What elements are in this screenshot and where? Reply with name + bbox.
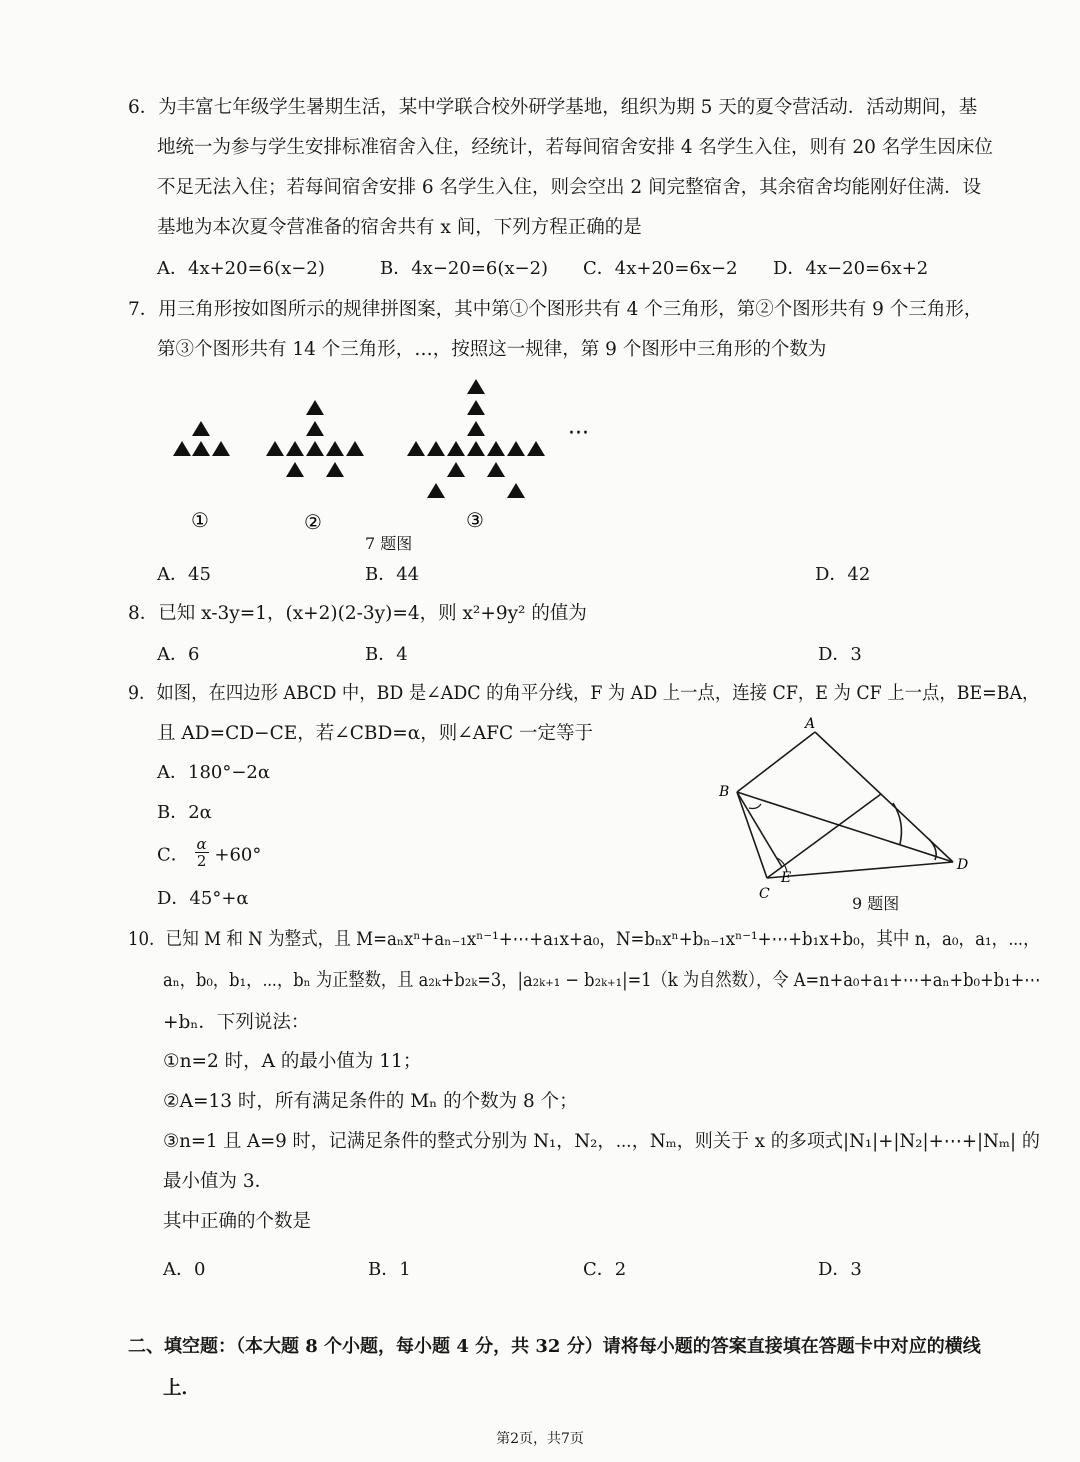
q8-line: 8．已知 x-3y=1，(x+2)(2-3y)=4，则 x²+9y² 的值为 bbox=[128, 603, 587, 624]
q8-option-d: D．3 bbox=[818, 644, 862, 665]
q9-option-c-fraction bbox=[195, 836, 209, 869]
q10-line-1: 10．已知 M 和 N 为整式，且 M=aₙxⁿ+aₙ₋₁xⁿ⁻¹+⋯+a₁x+a₀，N=bₙxⁿ+bₙ₋₁xⁿ⁻¹+⋯+b₁x+b₀，其中 n，a₀，a₁，⋯， bbox=[128, 929, 1040, 950]
q10-option-a: A．0 bbox=[163, 1259, 206, 1280]
q6-line-4: 基地为本次夏令营准备的宿舍共有 x 间，下列方程正确的是 bbox=[157, 217, 642, 238]
q9-option-c-letter: C． bbox=[157, 844, 189, 866]
q9-point-label-a: A bbox=[805, 716, 816, 732]
q7-line-1: 7．用三角形按如图所示的规律拼图案，其中第①个图形共有 4 个三角形，第②个图形共有 9 个三角形， bbox=[128, 299, 983, 320]
q9-point-label-d: D bbox=[957, 857, 969, 873]
page-footer: 第2页，共7页 bbox=[496, 1431, 584, 1447]
q10-line-3: +bₙ．下列说法： bbox=[163, 1012, 310, 1033]
q6-line-1: 6．为丰富七年级学生暑期生活，某中学联合校外研学基地，组织为期 5 天的夏令营活动．活动期间，基 bbox=[128, 97, 978, 118]
q10-option-c: C．2 bbox=[583, 1259, 627, 1280]
q9-point-label-e: E bbox=[781, 870, 792, 886]
q7-figure-label-3: ③ bbox=[466, 508, 484, 532]
q10-option-b: B．1 bbox=[368, 1259, 411, 1280]
q9-segment-bd bbox=[737, 792, 953, 862]
q9-angle-mark-b bbox=[749, 804, 761, 809]
q7-figure-2 bbox=[266, 400, 364, 477]
q7-option-a: A．45 bbox=[157, 564, 211, 585]
section-2-heading: 二、填空题：（本大题 8 个小题，每小题 4 分，共 32 分）请将每小题的答案直接填在答题卡中对应的横线 bbox=[128, 1336, 981, 1357]
q10-statement-2: ②A=13 时，所有满足条件的 Mₙ 的个数为 8 个； bbox=[163, 1091, 578, 1112]
q6-line-2: 地统一为参与学生安排标准宿舍入住，经统计，若每间宿舍安排 4 名学生入住，则有 20 名学生因床位 bbox=[157, 137, 993, 158]
q10-statement-1: ①n=2 时，A 的最小值为 11； bbox=[163, 1051, 422, 1072]
q9-line-1: 9．如图，在四边形 ABCD 中，BD 是∠ADC 的角平分线，F 为 AD 上一点，连接 CF，E 为 CF 上一点，BE=BA， bbox=[128, 683, 1040, 704]
q9-option-a: A．180°−2α bbox=[157, 762, 271, 783]
q10-statement-3-cont: 最小值为 3． bbox=[163, 1171, 274, 1192]
q9-figure-caption: 9 题图 bbox=[852, 894, 900, 913]
q9-angle-mark-d bbox=[893, 803, 901, 844]
q6-option-c: C．4x+20=6x−2 bbox=[583, 258, 738, 279]
q7-option-b: B．44 bbox=[365, 564, 420, 585]
q9-segment-ab bbox=[737, 732, 815, 792]
q10-line-2: aₙ，b₀，b₁，⋯，bₙ 为正整数，且 a₂ₖ+b₂ₖ=3，|a₂ₖ₊₁ − b₂ₖ₊₁|=1（k 为自然数），令 A=n+a₀+a₁+⋯+aₙ+b₀+b₁+⋯ bbox=[163, 970, 1041, 991]
q8-option-b: B．4 bbox=[365, 644, 408, 665]
q9-segment-cd bbox=[767, 862, 953, 878]
q6-option-b: B．4x−20=6(x−2) bbox=[380, 258, 549, 279]
q9-option-b: B．2α bbox=[157, 802, 212, 823]
q7-ellipsis: ··· bbox=[568, 421, 589, 446]
q7-option-d: D．42 bbox=[815, 564, 871, 585]
q6-option-a: A．4x+20=6(x−2) bbox=[157, 258, 325, 279]
q6-line-3: 不足无法入住；若每间宿舍安排 6 名学生入住，则会空出 2 间完整宿舍，其余宿舍均能刚好住满．设 bbox=[157, 177, 982, 198]
q9-option-c-rest: +60° bbox=[214, 844, 262, 866]
q10-question: 其中正确的个数是 bbox=[163, 1211, 312, 1232]
q9-quadrilateral-figure bbox=[715, 712, 995, 912]
q8-option-a: A．6 bbox=[157, 644, 200, 665]
q9-option-c bbox=[157, 835, 262, 870]
q7-figure-label-1: ① bbox=[191, 508, 209, 532]
q10-statement-3: ③n=1 且 A=9 时，记满足条件的整式分别为 N₁，N₂，⋯，Nₘ，则关于 x 的多项式|N₁|+|N₂|+⋯+|Nₘ| 的 bbox=[163, 1131, 1040, 1152]
q6-option-d: D．4x−20=6x+2 bbox=[773, 258, 929, 279]
q7-line-2: 第③个图形共有 14 个三角形，…，按照这一规律，第 9 个图形中三角形的个数为 bbox=[157, 339, 827, 360]
q7-figure-3 bbox=[407, 379, 545, 498]
q9-option-c-denominator: 2 bbox=[196, 852, 207, 870]
q7-figure-label-2: ② bbox=[304, 510, 322, 534]
q9-option-c-numerator: α bbox=[196, 835, 207, 853]
q10-option-d: D．3 bbox=[818, 1259, 862, 1280]
section-2-heading-cont: 上． bbox=[163, 1378, 201, 1399]
q9-point-label-b: B bbox=[719, 784, 730, 800]
q9-point-label-c: C bbox=[759, 886, 770, 902]
q7-figure-caption: 7 题图 bbox=[365, 534, 413, 553]
q7-figure-1 bbox=[173, 421, 230, 456]
q9-line-2: 且 AD=CD−CE，若∠CBD=α，则∠AFC 一定等于 bbox=[157, 723, 594, 744]
q7-triangle-pattern-figure bbox=[160, 370, 640, 540]
q9-option-d: D．45°+α bbox=[157, 888, 249, 909]
